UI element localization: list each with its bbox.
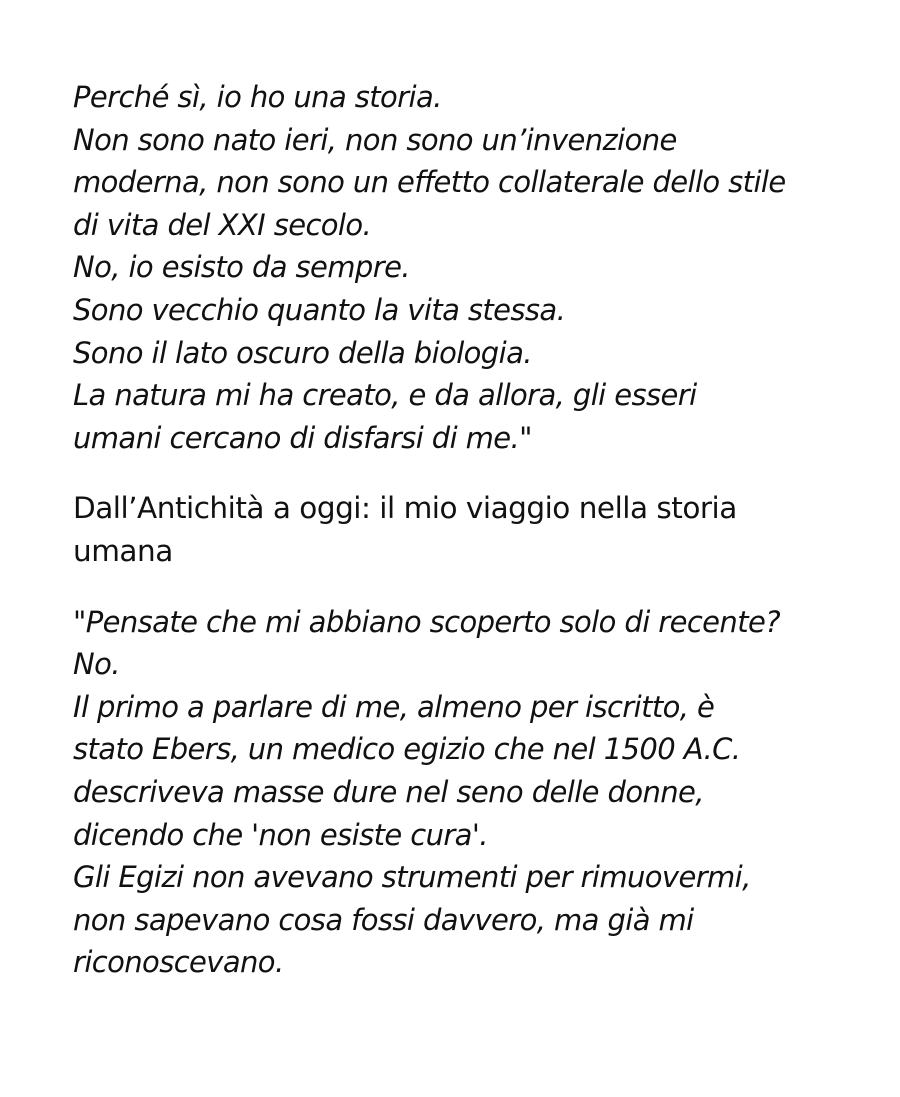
document-page bbox=[73, 76, 873, 984]
text-line: Non sono nato ieri, non sono un’invenzione bbox=[73, 122, 677, 157]
text-line: descriveva masse dure nel seno delle donne, bbox=[73, 774, 704, 809]
text-line: No, io esisto da sempre. bbox=[73, 250, 410, 285]
section-heading bbox=[73, 487, 873, 572]
text-line: moderna, non sono un effetto collaterale dello stile bbox=[73, 165, 786, 200]
intro-paragraph bbox=[73, 76, 873, 459]
text-line: Gli Egizi non avevano strumenti per rimuovermi, bbox=[73, 860, 751, 895]
text-line: La natura mi ha creato, e da allora, gli esseri bbox=[73, 378, 697, 413]
heading-line: umana bbox=[73, 533, 173, 568]
text-line: "Pensate che mi abbiano scoperto solo di recente? bbox=[73, 604, 781, 639]
text-line: stato Ebers, un medico egizio che nel 1500 A.C. bbox=[73, 732, 741, 767]
text-line: di vita del XXI secolo. bbox=[73, 207, 372, 242]
text-line: Sono il lato oscuro della biologia. bbox=[73, 335, 532, 370]
heading-line: Dall’Antichità a oggi: il mio viaggio nella storia bbox=[73, 491, 737, 526]
text-line: riconoscevano. bbox=[73, 945, 284, 980]
text-line: No. bbox=[73, 647, 120, 682]
text-line: non sapevano cosa fossi davvero, ma già mi bbox=[73, 902, 694, 937]
text-line: Perché sì, io ho una storia. bbox=[73, 80, 442, 114]
text-line: Il primo a parlare di me, almeno per iscritto, è bbox=[73, 689, 715, 724]
text-line: Sono vecchio quanto la vita stessa. bbox=[73, 292, 566, 327]
text-line: dicendo che 'non esiste cura'. bbox=[73, 817, 488, 852]
text-line: umani cercano di disfarsi di me." bbox=[73, 420, 532, 455]
body-paragraph bbox=[73, 601, 873, 984]
